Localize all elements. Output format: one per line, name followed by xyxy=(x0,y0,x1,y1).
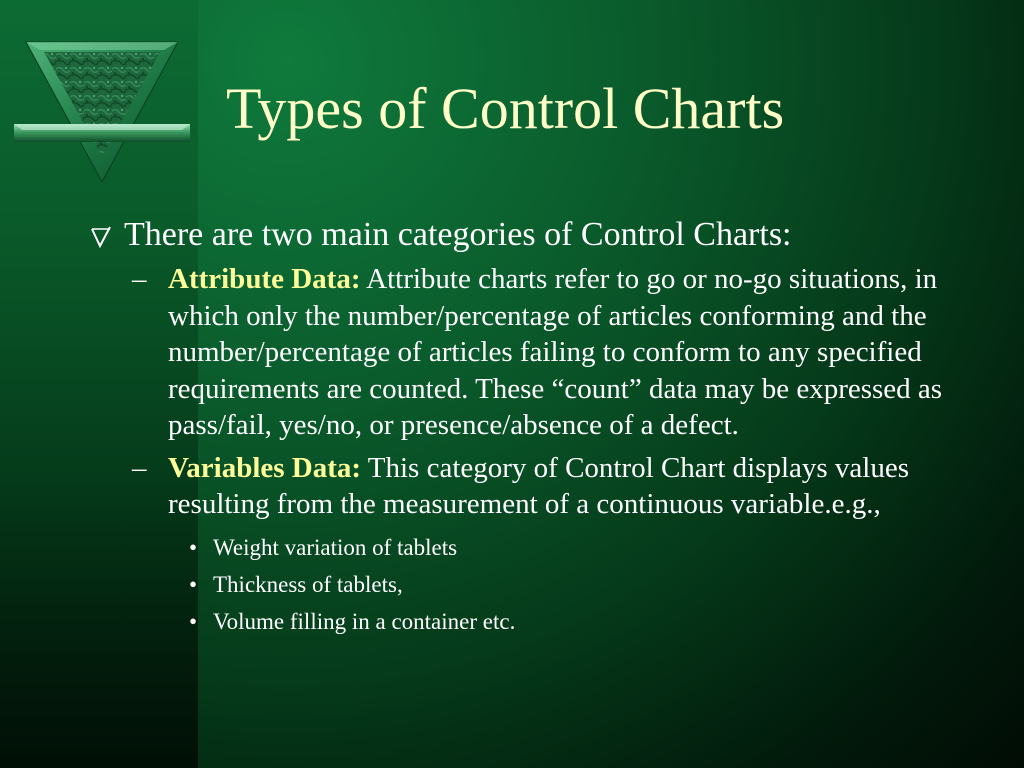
bullet-dot: • xyxy=(189,608,198,634)
list-item-attribute-data xyxy=(132,261,948,444)
dash-marker: – xyxy=(132,451,147,484)
list-item-example xyxy=(189,603,966,640)
variables-data-text: This category of Control Chart displays values resulting from the measurement of a continuous variable.e.g., xyxy=(168,451,910,520)
bullet-dot: • xyxy=(189,534,198,560)
list-item-example xyxy=(189,566,966,603)
green-marble-triangle-icon xyxy=(14,38,190,186)
check-mark-icon xyxy=(88,213,114,257)
attribute-data-text: Attribute charts refer to go or no-go situations, in which only the number/percentage of articles conforming and the number/percentage of articles failing to conform to any specified requirements are counted. These “count” data may be expressed as pass/fail, yes/no, or presence/absence of a defect. xyxy=(168,263,943,441)
intro-text: There are two main categories of Control Charts: xyxy=(124,216,792,253)
list-item-example xyxy=(189,529,966,566)
dash-marker: – xyxy=(132,263,147,295)
variables-data-label: Variables Data: xyxy=(168,451,362,484)
intro-bullet xyxy=(86,213,966,257)
slide-body xyxy=(86,213,966,640)
bullet-dot: • xyxy=(189,571,198,597)
example-text: Weight variation of tablets xyxy=(213,534,458,560)
list-item-variables-data xyxy=(132,450,948,523)
attribute-data-label: Attribute Data: xyxy=(168,263,361,295)
example-text: Thickness of tablets, xyxy=(213,571,403,597)
example-text: Volume filling in a container etc. xyxy=(213,608,516,634)
slide-title: Types of Control Charts xyxy=(226,76,785,141)
